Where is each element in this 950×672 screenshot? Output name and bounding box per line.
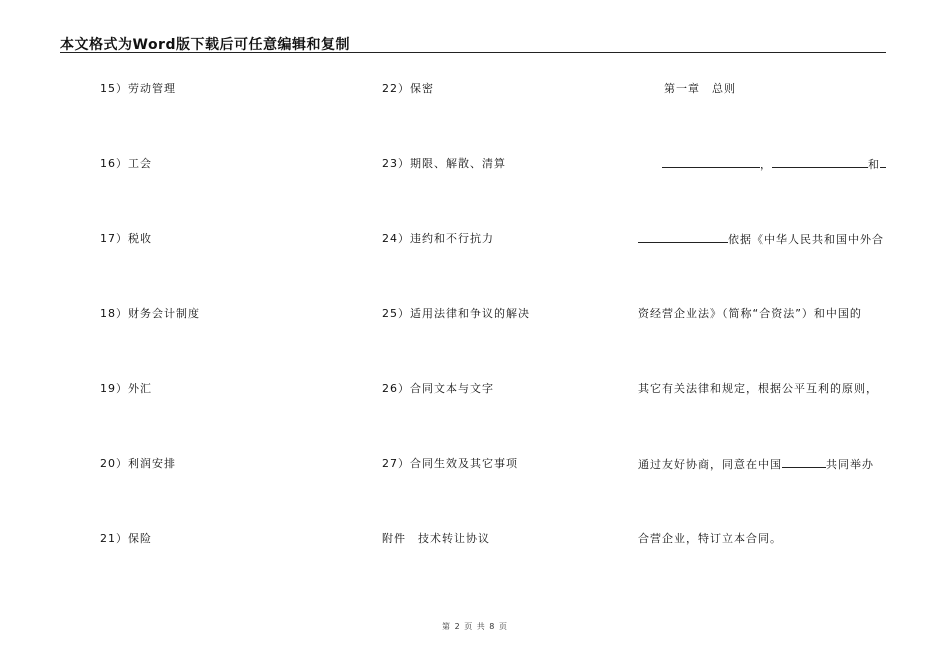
toc-item: 16）工会 bbox=[100, 157, 152, 170]
chapter-title: 第一章 总则 bbox=[664, 82, 736, 95]
party-names-line bbox=[662, 155, 886, 172]
contract-text-line bbox=[638, 230, 884, 247]
comma-text: ， bbox=[760, 158, 772, 171]
header-divider bbox=[60, 52, 886, 53]
contract-text-6-prefix: 通过友好协商，同意在中国 bbox=[638, 458, 782, 471]
and-text: 和 bbox=[868, 158, 880, 171]
page-number: 第 2 页 共 8 页 bbox=[442, 622, 508, 631]
toc-item: 19）外汇 bbox=[100, 382, 152, 395]
toc-item: 26）合同文本与文字 bbox=[382, 382, 494, 395]
contract-text-5: 其它有关法律和规定，根据公平互利的原则， bbox=[638, 382, 878, 395]
contract-text-line-6 bbox=[638, 455, 874, 472]
contract-text-7: 合营企业，特订立本合同。 bbox=[638, 532, 782, 545]
party-a-blank bbox=[662, 155, 760, 168]
toc-item: 25）适用法律和争议的解决 bbox=[382, 307, 530, 320]
toc-item: 20）利润安排 bbox=[100, 457, 176, 470]
location-blank bbox=[782, 455, 826, 468]
toc-item: 18）财务会计制度 bbox=[100, 307, 200, 320]
party-c-blank-start bbox=[880, 155, 886, 168]
toc-item: 21）保险 bbox=[100, 532, 152, 545]
toc-item: 27）合同生效及其它事项 bbox=[382, 457, 518, 470]
toc-item: 15）劳动管理 bbox=[100, 82, 176, 95]
toc-item-appendix: 附件 技术转让协议 bbox=[382, 532, 490, 545]
contract-text-6-suffix: 共同举办 bbox=[826, 458, 874, 471]
party-b-blank bbox=[772, 155, 868, 168]
toc-item: 22）保密 bbox=[382, 82, 434, 95]
toc-item: 23）期限、解散、清算 bbox=[382, 157, 506, 170]
contract-text-4: 资经营企业法》（简称“合资法”）和中国的 bbox=[638, 307, 862, 320]
document-header-title: 本文格式为Word版下载后可任意编辑和复制 bbox=[60, 37, 350, 53]
toc-item: 24）违约和不行抗力 bbox=[382, 232, 494, 245]
toc-item: 17）税收 bbox=[100, 232, 152, 245]
contract-text-3: 依据《中华人民共和国中外合 bbox=[728, 233, 884, 246]
party-c-blank bbox=[638, 230, 728, 243]
